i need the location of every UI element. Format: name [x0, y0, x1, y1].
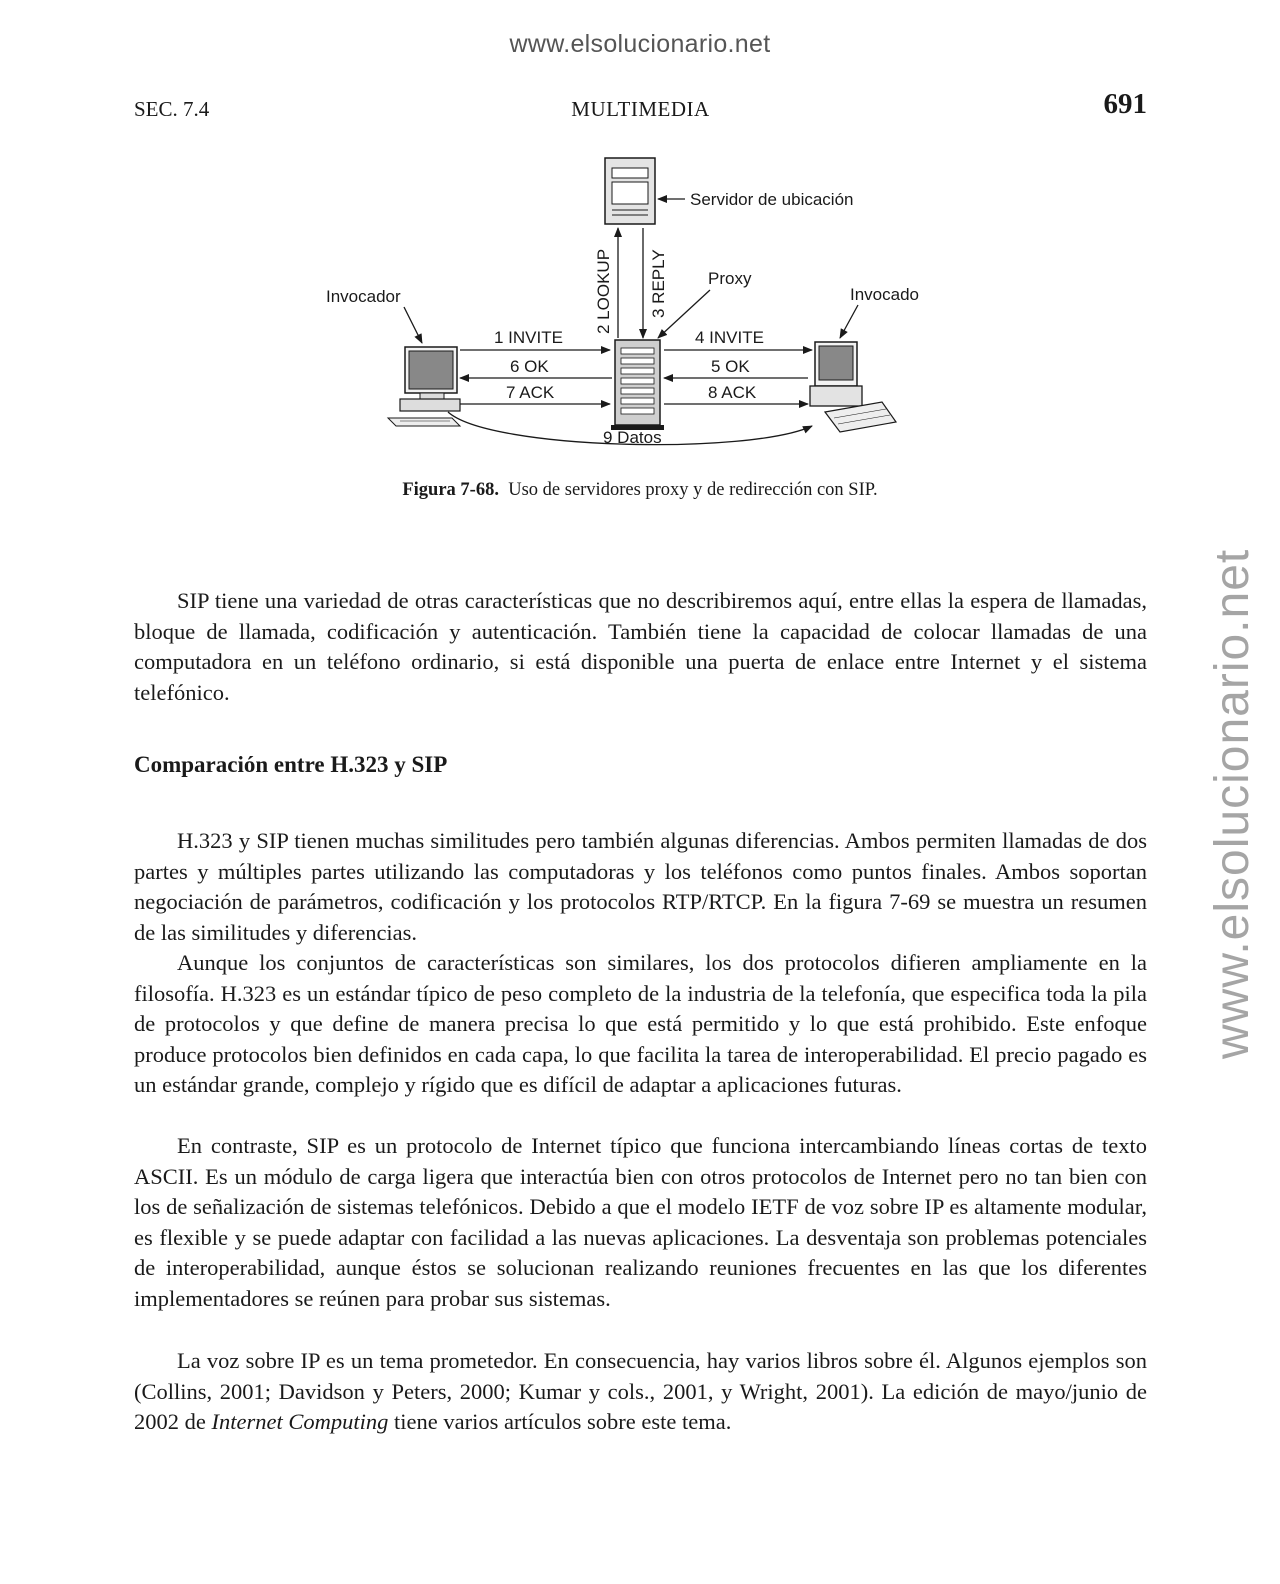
- paragraph-references: [134, 1346, 1147, 1438]
- section-heading: Comparación entre H.323 y SIP: [134, 752, 448, 777]
- proxy-label: Proxy: [708, 269, 752, 288]
- chapter-title: MULTIMEDIA: [571, 97, 710, 121]
- msg-1-invite: 1 INVITE: [494, 328, 563, 347]
- callee-computer-icon: [810, 342, 896, 432]
- watermark-top: www.elsolucionario.net: [509, 30, 771, 58]
- section-number: SEC. 7.4: [134, 97, 210, 121]
- paragraph-similarities: H.323 y SIP tienen muchas similitudes pero también algunas diferencias. Ambos permiten llamadas de dos partes y múltiples partes utilizando las computadoras y los teléfonos como puntos finales. Ambos soportan negociación de parámetros, codificación y los protocolos RTP/RTCP. En la figura 7-69 se muestra un resumen de las similitudes y diferencias.: [134, 828, 1147, 945]
- msg-2-lookup: 2 LOOKUP: [594, 248, 613, 334]
- figure-caption: [0, 480, 1280, 501]
- page-number: 691: [1103, 88, 1147, 120]
- running-head: [134, 88, 1147, 124]
- msg-3-reply: 3 REPLY: [649, 249, 668, 318]
- msg-5-ok: 5 OK: [711, 357, 750, 376]
- callee-label: Invocado: [850, 285, 919, 304]
- journal-title: Internet Computing: [211, 1409, 389, 1434]
- proxy-server-icon: [611, 340, 664, 430]
- msg-4-invite: 4 INVITE: [695, 328, 764, 347]
- watermark-side: www.elsolucionario.net: [1206, 548, 1259, 1059]
- msg-9-data: 9 Datos: [603, 428, 662, 447]
- sip-proxy-figure: [300, 150, 940, 460]
- references-text-start: La voz sobre IP es un tema prometedor. En consecuencia, hay varios libros sobre él. Algunos ejemplos son (Collins, 2001; Davidson y Peters, 2000; Kumar y cols., 2001, y Wright, 2001). La edición de mayo/junio de 2002 de: [134, 1348, 1147, 1434]
- figure-caption-text: Uso de servidores proxy y de redirección con SIP.: [508, 480, 878, 500]
- references-text-end: tiene varios artículos sobre este tema.: [388, 1409, 732, 1434]
- caller-computer-icon: [388, 347, 460, 426]
- paragraph-philosophy: Aunque los conjuntos de características son similares, los dos protocolos difieren ampliamente en la filosofía. H.323 es un estándar típico de peso completo de la industria de la telefonía, que especifica toda la pila de protocolos y que define de manera precisa lo que está permitido y lo que está prohibido. Este enfoque produce protocolos bien definidos en cada capa, lo que facilita la tarea de interoperabilidad. El precio pagado es un estándar grande, complejo y rígido que es difícil de adaptar a aplicaciones futuras.: [134, 950, 1147, 1097]
- caller-label: Invocador: [326, 287, 401, 306]
- msg-7-ack: 7 ACK: [506, 383, 555, 402]
- figure-caption-label: Figura 7-68.: [402, 480, 499, 500]
- location-server-icon: [605, 158, 655, 224]
- paragraph-sip-features: SIP tiene una variedad de otras características que no describiremos aquí, entre ellas la espera de llamadas, bloque de llamada, codificación y autenticación. También tiene la capacidad de colocar llamadas de una computadora en un teléfono ordinario, si está disponible una puerta de enlace entre Internet y el sistema telefónico.: [134, 588, 1147, 705]
- location-server-label: Servidor de ubicación: [690, 190, 854, 209]
- msg-6-ok: 6 OK: [510, 357, 549, 376]
- msg-8-ack: 8 ACK: [708, 383, 757, 402]
- paragraph-sip-contrast: En contraste, SIP es un protocolo de Internet típico que funciona intercambiando líneas cortas de texto ASCII. Es un módulo de carga ligera que interactúa bien con otros protocolos de Internet pero no tan bien con los de señalización de sistemas telefónicos. Debido a que el modelo IETF de voz sobre IP es altamente modular, es flexible y se puede adaptar con facilidad a las nuevas aplicaciones. La desventaja son problemas potenciales de interoperabilidad, aunque éstos se solucionan realizando reuniones frecuentes en las que los diferentes implementadores se reúnen para probar sus sistemas.: [134, 1133, 1147, 1311]
